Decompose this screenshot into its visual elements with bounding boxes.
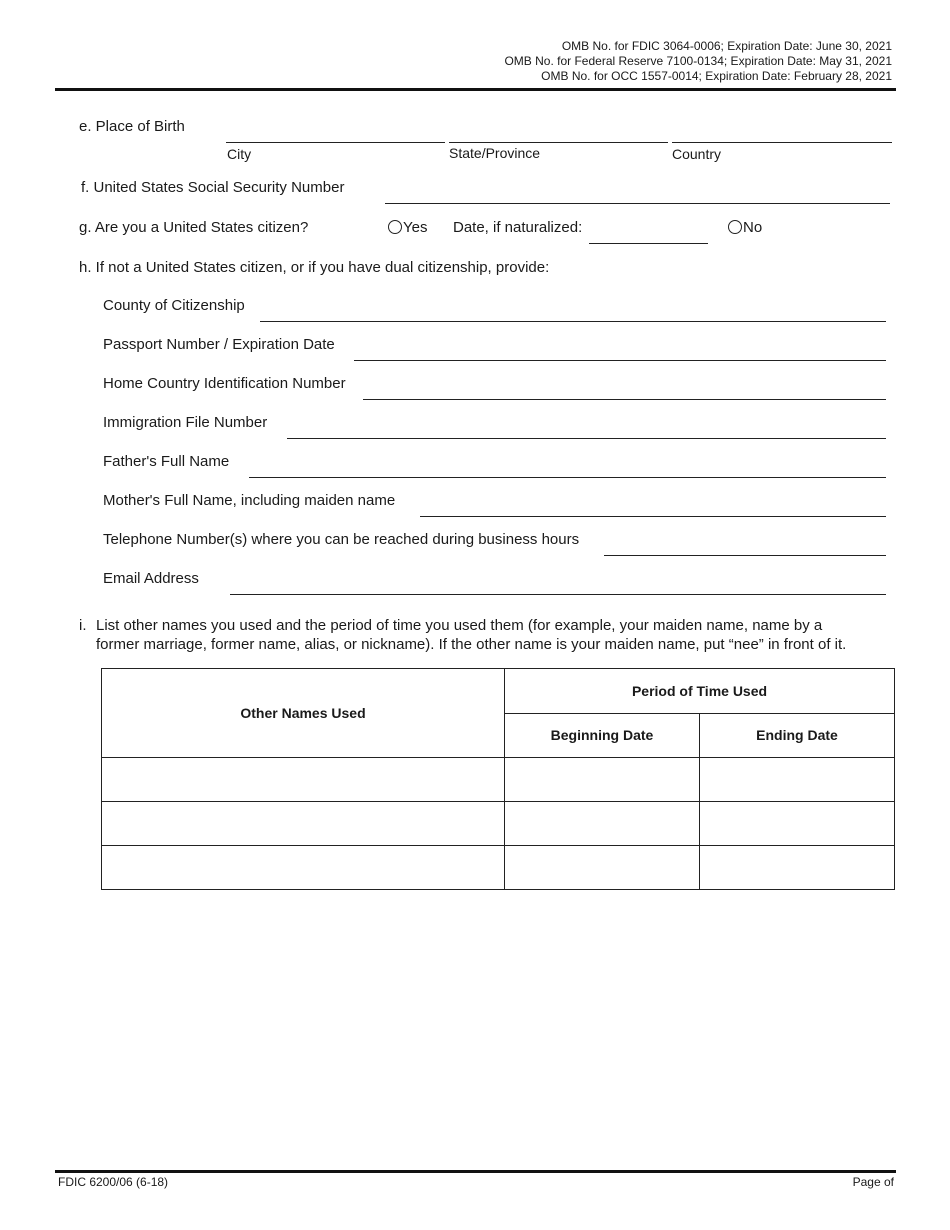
mother-name-field[interactable] [420,516,886,517]
passport-label: Passport Number / Expiration Date [103,336,335,353]
naturalized-date-label: Date, if naturalized: [453,219,583,236]
telephone-field[interactable] [604,555,886,556]
omb-line-2: OMB No. for Federal Reserve 7100-0134; Expiration Date: May 31, 2021 [504,54,892,68]
email-label: Email Address [103,570,199,587]
yes-radio[interactable] [388,220,402,234]
yes-label: Yes [403,219,428,236]
no-label: No [743,219,763,236]
beginning-date-cell[interactable] [505,758,700,802]
beginning-date-cell[interactable] [505,802,700,846]
other-name-cell[interactable] [102,802,505,846]
telephone-label: Telephone Number(s) where you can be reached during business hours [103,531,580,548]
other-names-instruction-line-2: former marriage, former name, alias, or nickname). If the other name is your maiden name, put “nee” in front of it. [96,636,847,653]
city-sublabel: City [227,146,252,162]
form-id: FDIC 6200/06 (6-18) [58,1175,169,1189]
country-sublabel: Country [672,146,722,162]
citizen-no-option[interactable] [728,219,762,236]
beginning-date-header: Beginning Date [505,713,700,758]
ssn-label: f. United States Social Security Number [81,179,345,196]
ssn-field[interactable] [385,203,890,204]
immigration-file-field[interactable] [287,438,886,439]
footer-rule [55,1170,896,1173]
other-names-instruction-line-1: List other names you used and the period of time you used them (for example, your maiden name, name by a [96,617,823,634]
ending-date-header: Ending Date [700,713,895,758]
other-names-table [101,668,895,890]
header-rule [55,88,896,91]
non-citizen-instruction: h. If not a United States citizen, or if you have dual citizenship, provide: [79,259,550,276]
omb-line-1: OMB No. for FDIC 3064-0006; Expiration Date: June 30, 2021 [561,39,892,53]
naturalized-date-field[interactable] [589,243,708,244]
table-row [102,802,895,846]
country-of-citizenship-label: County of Citizenship [103,297,245,314]
immigration-file-label: Immigration File Number [103,414,268,431]
home-country-id-field[interactable] [363,399,886,400]
page-number: Page of [852,1175,894,1189]
table-row [102,846,895,890]
ending-date-cell[interactable] [700,846,895,890]
table-row [102,758,895,802]
beginning-date-cell[interactable] [505,846,700,890]
other-name-cell[interactable] [102,758,505,802]
father-name-field[interactable] [249,477,886,478]
state-province-sublabel: State/Province [449,145,541,161]
country-of-citizenship-field[interactable] [260,321,886,322]
state-province-field[interactable] [449,142,668,143]
period-of-time-used-header: Period of Time Used [505,669,895,714]
no-radio[interactable] [728,220,742,234]
citizen-yes-option[interactable] [388,219,427,236]
citizen-question-label: g. Are you a United States citizen? [79,219,309,236]
mother-name-label: Mother's Full Name, including maiden name [103,492,396,509]
passport-field[interactable] [354,360,886,361]
email-field[interactable] [230,594,886,595]
father-name-label: Father's Full Name [103,453,230,470]
place-of-birth-label: e. Place of Birth [79,118,185,135]
country-field[interactable] [672,142,892,143]
home-country-id-label: Home Country Identification Number [103,375,346,392]
other-name-cell[interactable] [102,846,505,890]
city-field[interactable] [226,142,445,143]
ending-date-cell[interactable] [700,802,895,846]
other-names-used-header: Other Names Used [102,669,505,758]
omb-line-3: OMB No. for OCC 1557-0014; Expiration Date: February 28, 2021 [541,69,892,83]
ending-date-cell[interactable] [700,758,895,802]
other-names-instruction: i. List other names you used and the period of time you used them (for example, your maiden name, name by a former marriage, former name, alias, or nickname). If the other name is your maiden name, put “nee” in front of it. [79,617,847,653]
